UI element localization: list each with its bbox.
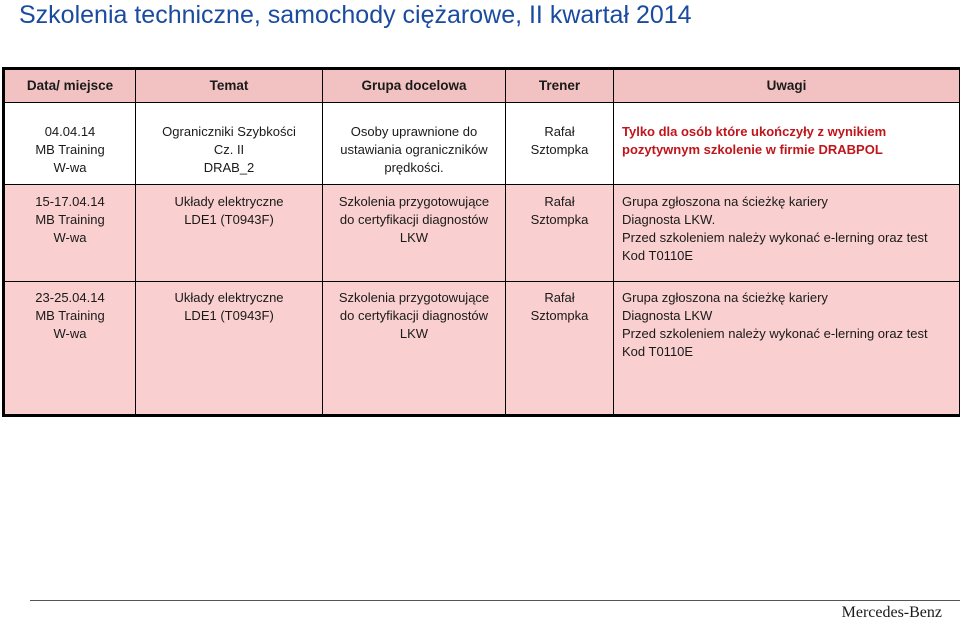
training-schedule-table	[2, 67, 960, 417]
cell-topic: Układy elektryczne LDE1 (T0943F)	[136, 282, 323, 416]
table-row	[4, 282, 960, 416]
cell-group: Szkolenia przygotowujące do certyfikacji diagnostów LKW	[323, 282, 506, 416]
footer-divider	[30, 600, 960, 601]
cell-date: 15-17.04.14 MB Training W-wa	[4, 185, 136, 282]
cell-trainer: Rafał Sztompka	[506, 282, 614, 416]
cell-notes: Grupa zgłoszona na ścieżkę kariery Diagnosta LKW. Przed szkoleniem należy wykonać e-lerning oraz test Kod T0110E	[614, 185, 960, 282]
page-title: Szkolenia techniczne, samochody ciężarowe, II kwartał 2014	[19, 1, 692, 29]
cell-notes: Grupa zgłoszona na ścieżkę kariery Diagnosta LKW Przed szkoleniem należy wykonać e-lerning oraz test Kod T0110E	[614, 282, 960, 416]
column-header-notes: Uwagi	[614, 69, 960, 103]
cell-trainer: Rafał Sztompka	[506, 185, 614, 282]
column-header-group: Grupa docelowa	[323, 69, 506, 103]
column-header-date: Data/ miejsce	[4, 69, 136, 103]
brand-logo: Mercedes-Benz	[841, 604, 942, 621]
cell-date: 23-25.04.14 MB Training W-wa	[4, 282, 136, 416]
table-row	[4, 103, 960, 185]
cell-group: Szkolenia przygotowujące do certyfikacji diagnostów LKW	[323, 185, 506, 282]
cell-topic: Układy elektryczne LDE1 (T0943F)	[136, 185, 323, 282]
column-header-topic: Temat	[136, 69, 323, 103]
cell-notes: Tylko dla osób które ukończyły z wynikiem pozytywnym szkolenie w firmie DRABPOL	[614, 103, 960, 185]
cell-group: Osoby uprawnione do ustawiania ograniczników prędkości.	[323, 103, 506, 185]
cell-trainer: Rafał Sztompka	[506, 103, 614, 185]
cell-date: 04.04.14 MB Training W-wa	[4, 103, 136, 185]
column-header-trainer: Trener	[506, 69, 614, 103]
table-header-row	[4, 69, 960, 103]
table-row	[4, 185, 960, 282]
cell-topic: Ograniczniki Szybkości Cz. II DRAB_2	[136, 103, 323, 185]
